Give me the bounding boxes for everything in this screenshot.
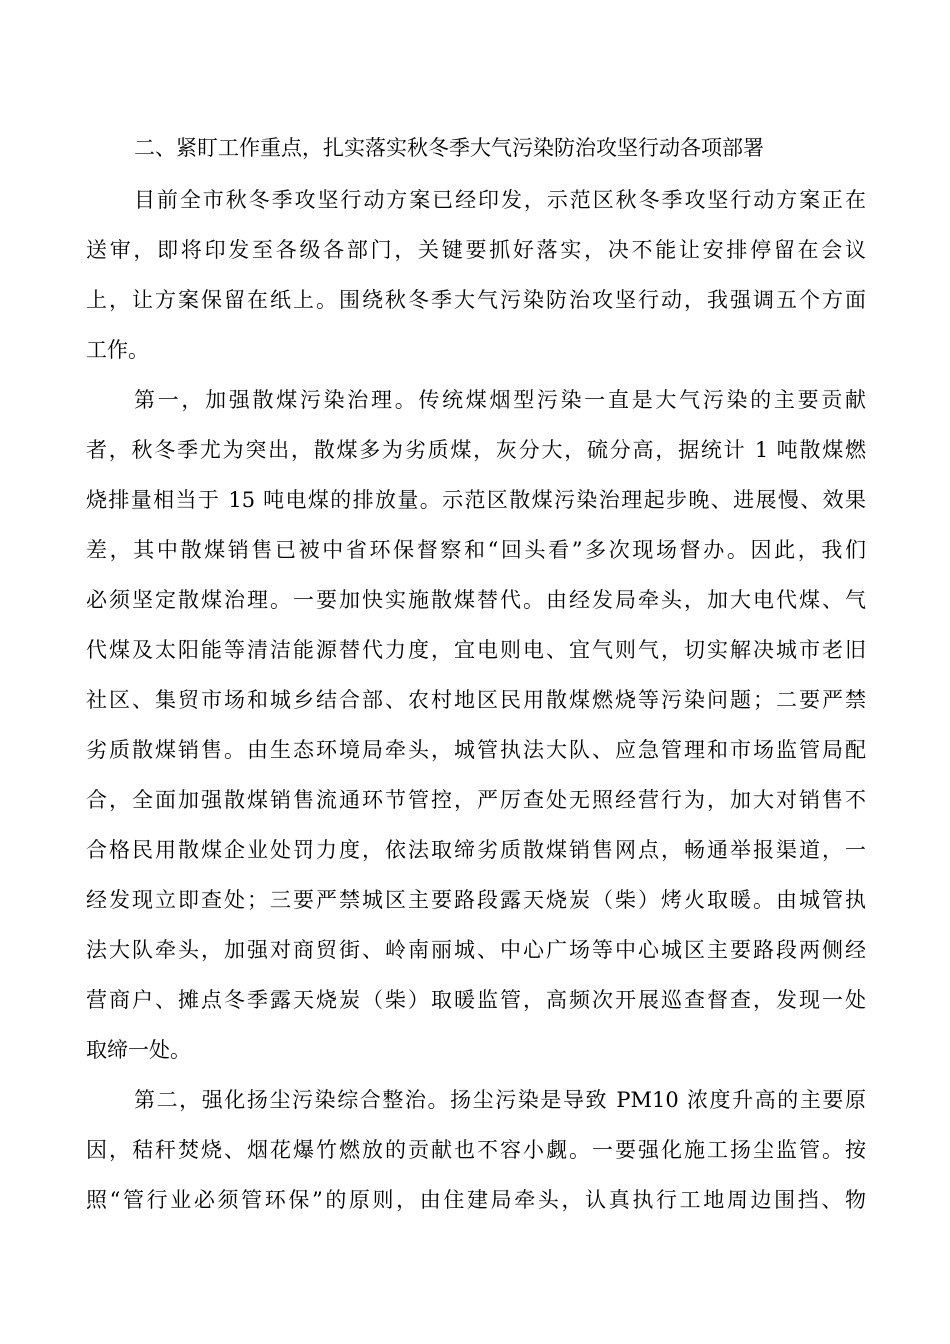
paragraph-line: 必须坚定散煤治理。一要加快实施散煤替代。由经发局牵头，加大电代煤、气 — [86, 588, 866, 612]
paragraph-line: 营商户、摊点冬季露天烧炭（柴）取暖监管，高频次开展巡查督查，发现一处 — [86, 988, 866, 1012]
paragraph-line: 照“管行业必须管环保”的原则，由住建局牵头，认真执行工地周边围挡、物 — [86, 1188, 866, 1212]
paragraph-line: 合，全面加强散煤销售流通环节管控，严厉查处无照经营行为，加大对销售不 — [86, 788, 866, 812]
paragraph-line: 差，其中散煤销售已被中省环保督察和“回头看”多次现场督办。因此，我们 — [86, 538, 866, 562]
paragraph-line: 送审，即将印发至各级各部门，关键要抓好落实，决不能让安排停留在会议 — [86, 238, 866, 262]
paragraph-line: 上，让方案保留在纸上。围绕秋冬季大气污染防治攻坚行动，我强调五个方面 — [86, 288, 866, 312]
paragraph-line: 烧排量相当于 15 吨电煤的排放量。示范区散煤污染治理起步晚、进展慢、效果 — [86, 488, 866, 512]
paragraph-line: 第一，加强散煤污染治理。传统煤烟型污染一直是大气污染的主要贡献 — [134, 388, 866, 412]
paragraph-line: 代煤及太阳能等清洁能源替代力度，宜电则电、宜气则气，切实解决城市老旧 — [86, 638, 866, 662]
paragraph-line: 第二，强化扬尘污染综合整治。扬尘污染是导致 PM10 浓度升高的主要原 — [134, 1088, 866, 1112]
paragraph-line: 因，秸秆焚烧、烟花爆竹燃放的贡献也不容小觑。一要强化施工扬尘监管。按 — [86, 1138, 866, 1162]
paragraph-line: 工作。 — [86, 338, 149, 362]
section-heading: 二、紧盯工作重点，扎实落实秋冬季大气污染防治攻坚行动各项部署 — [134, 136, 764, 160]
paragraph-line: 社区、集贸市场和城乡结合部、农村地区民用散煤燃烧等污染问题；二要严禁 — [86, 688, 866, 712]
paragraph-line: 合格民用散煤企业处罚力度，依法取缔劣质散煤销售网点，畅通举报渠道，一 — [86, 838, 866, 862]
paragraph-line: 法大队牵头，加强对商贸街、岭南丽城、中心广场等中心城区主要路段两侧经 — [86, 938, 866, 962]
paragraph-line: 取缔一处。 — [86, 1038, 191, 1062]
paragraph-line: 劣质散煤销售。由生态环境局牵头，城管执法大队、应急管理和市场监管局配 — [86, 738, 866, 762]
paragraph-line: 者，秋冬季尤为突出，散煤多为劣质煤，灰分大，硫分高，据统计 1 吨散煤燃 — [86, 438, 866, 462]
paragraph-line: 目前全市秋冬季攻坚行动方案已经印发，示范区秋冬季攻坚行动方案正在 — [134, 188, 866, 212]
paragraph-line: 经发现立即查处；三要严禁城区主要路段露天烧炭（柴）烤火取暖。由城管执 — [86, 888, 866, 912]
